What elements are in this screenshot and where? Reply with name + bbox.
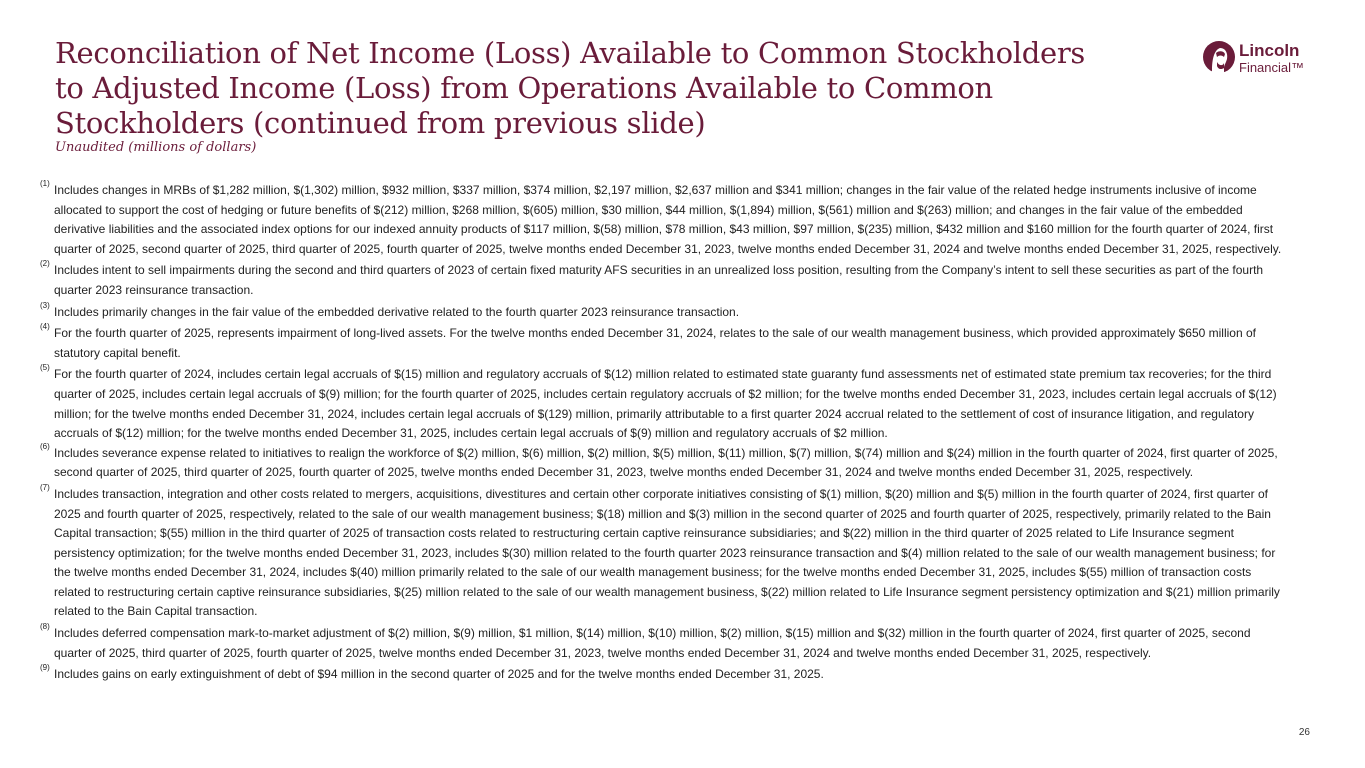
logo-brand-line2: Financial™ [1239, 60, 1305, 75]
page-number: 26 [1298, 727, 1310, 738]
footnote-number: (9) [40, 663, 50, 673]
footnote-text: Includes changes in MRBs of $1,282 million, $(1,302) million, $932 million, $337 million, $374 million, $2,197 million, $2,637 million and $341 million; changes in the fair value of the related hedge instruments inclusive of income allocated to support the cost of hedging or future benefits of $(212) million, $268 million, $(605) million, $30 million, $44 million, $(1,894) million, $(561) million and $(263) million; and changes in the fair value of the embedded derivative liabilities and the associated index options for our indexed annuity products of $117 million, $(58) million, $78 million, $43 million, $97 million, $(235) million, $432 million and $160 million for the fourth quarter of 2024, first quarter of 2025, second quarter of 2025, third quarter of 2025, fourth quarter of 2025, twelve months ended December 31, 2023, twelve months ended December 31, 2024 and twelve months ended December 31, 2025, respectively. [54, 183, 1282, 256]
footnote-7 [40, 482, 1290, 622]
lincoln-portrait-icon [1202, 40, 1236, 78]
footnote-4 [40, 324, 1290, 363]
footnote-8 [40, 624, 1290, 663]
page-subtitle: Unaudited (millions of dollars) [55, 140, 257, 155]
footnote-9 [40, 665, 1290, 685]
footnote-number: (5) [40, 363, 50, 373]
page-title: Reconciliation of Net Income (Loss) Available to Common Stockholders to Adjusted Income (Loss) from Operations Available to Common Stockholders (continued from previous slide) [55, 36, 1085, 140]
footnote-text: Includes gains on early extinguishment of debt of $94 million in the second quarter of 2025 and for the twelve months ended December 31, 2025. [54, 667, 824, 682]
footnote-text: Includes transaction, integration and other costs related to mergers, acquisitions, divestitures and certain other corporate initiatives consisting of $(1) million, $(20) million and $(5) million in the fourth quarter of 2024, first quarter of 2025 and fourth quarter of 2025, respectively, related to the sale of our wealth management business; $(18) million and $(3) million in the second quarter of 2025 and fourth quarter of 2025, respectively, primarily related to the Bain Capital transaction; $(55) million in the third quarter of 2025 of transaction costs related to restructuring certain captive reinsurance subsidiaries; and $(22) million in the third quarter of 2025 related to Life Insurance segment persistency optimization; for the twelve months ended December 31, 2023, includes $(30) million related to the fourth quarter 2023 reinsurance transaction and $(4) million related to the sale of our wealth management business; for the twelve months ended December 31, 2024, includes $(40) million primarily related to the sale of our wealth management business; for the twelve months ended December 31, 2025, includes $(55) million of transaction costs related to restructuring certain captive reinsurance subsidiaries, $(25) million related to the sale of our wealth management business, $(22) million related to Life Insurance segment persistency optimization and $(21) million primarily related to the Bain Capital transaction. [54, 486, 1280, 619]
footnote-number: (3) [40, 300, 50, 310]
logo-brand-line1: Lincoln [1239, 41, 1300, 60]
footnote-5 [40, 365, 1290, 443]
footnote-text: Includes intent to sell impairments during the second and third quarters of 2023 of certain fixed maturity AFS securities in an unrealized loss position, resulting from the Company’s intent to sell these securities as part of the fourth quarter 2023 reinsurance transaction. [54, 263, 1264, 297]
footnote-text: For the fourth quarter of 2025, represents impairment of long-lived assets. For the twelve months ended December 31, 2024, relates to the sale of our wealth management business, which provided approximately $650 million of statutory capital benefit. [54, 326, 1256, 360]
footnote-3 [40, 300, 1290, 323]
footnotes-list [40, 181, 1290, 685]
footnote-number: (1) [40, 179, 50, 188]
footnote-text: Includes deferred compensation mark-to-market adjustment of $(2) million, $(9) million, $1 million, $(14) million, $(10) million, $(2) million, $(15) million and $(32) million in the fourth quarter of 2024, first quarter of 2025, second quarter of 2025, third quarter of 2025, fourth quarter of 2025, twelve months ended December 31, 2023, twelve months ended December 31, 2024 and twelve months ended December 31, 2025, respectively. [54, 626, 1251, 660]
lincoln-financial-logo [1202, 38, 1312, 80]
footnote-number: (2) [40, 259, 50, 269]
footnote-text: Includes severance expense related to initiatives to realign the workforce of $(2) million, $(6) million, $(2) million, $(5) million, $(11) million, $(7) million, $(74) million and $(24) million in the fourth quarter of 2024, first quarter of 2025, second quarter of 2025, third quarter of 2025, fourth quarter of 2025, twelve months ended December 31, 2023, twelve months ended December 31, 2024 and twelve months ended December 31, 2025, respectively. [54, 445, 1278, 480]
footnote-1 [40, 181, 1290, 259]
footnote-text: Includes primarily changes in the fair value of the embedded derivative related to the fourth quarter 2023 reinsurance transaction. [54, 304, 740, 319]
footnote-2 [40, 261, 1290, 300]
footnote-number: (4) [40, 322, 50, 332]
footnote-number: (8) [40, 622, 50, 632]
footnote-number: (6) [40, 441, 50, 451]
footnote-text: For the fourth quarter of 2024, includes certain legal accruals of $(15) million and regulatory accruals of $(12) million related to estimated state guaranty fund assessments net of estimated state premium tax recoveries; for the third quarter of 2025, includes certain legal accruals of $(9) million; for the fourth quarter of 2025, includes certain regulatory accruals of $2 million; for the twelve months ended December 31, 2023, includes certain legal accruals of $(12) million; for the twelve months ended December 31, 2024, includes certain legal accruals of $(129) million, primarily attributable to a first quarter 2024 accrual related to the settlement of cost of insurance litigation, and regulatory accruals of $(12) million; for the twelve months ended December 31, 2025, includes certain legal accruals of $(9) million and regulatory accruals of $2 million. [54, 367, 1277, 441]
footnote-number: (7) [40, 482, 50, 492]
footnote-6 [40, 441, 1290, 483]
